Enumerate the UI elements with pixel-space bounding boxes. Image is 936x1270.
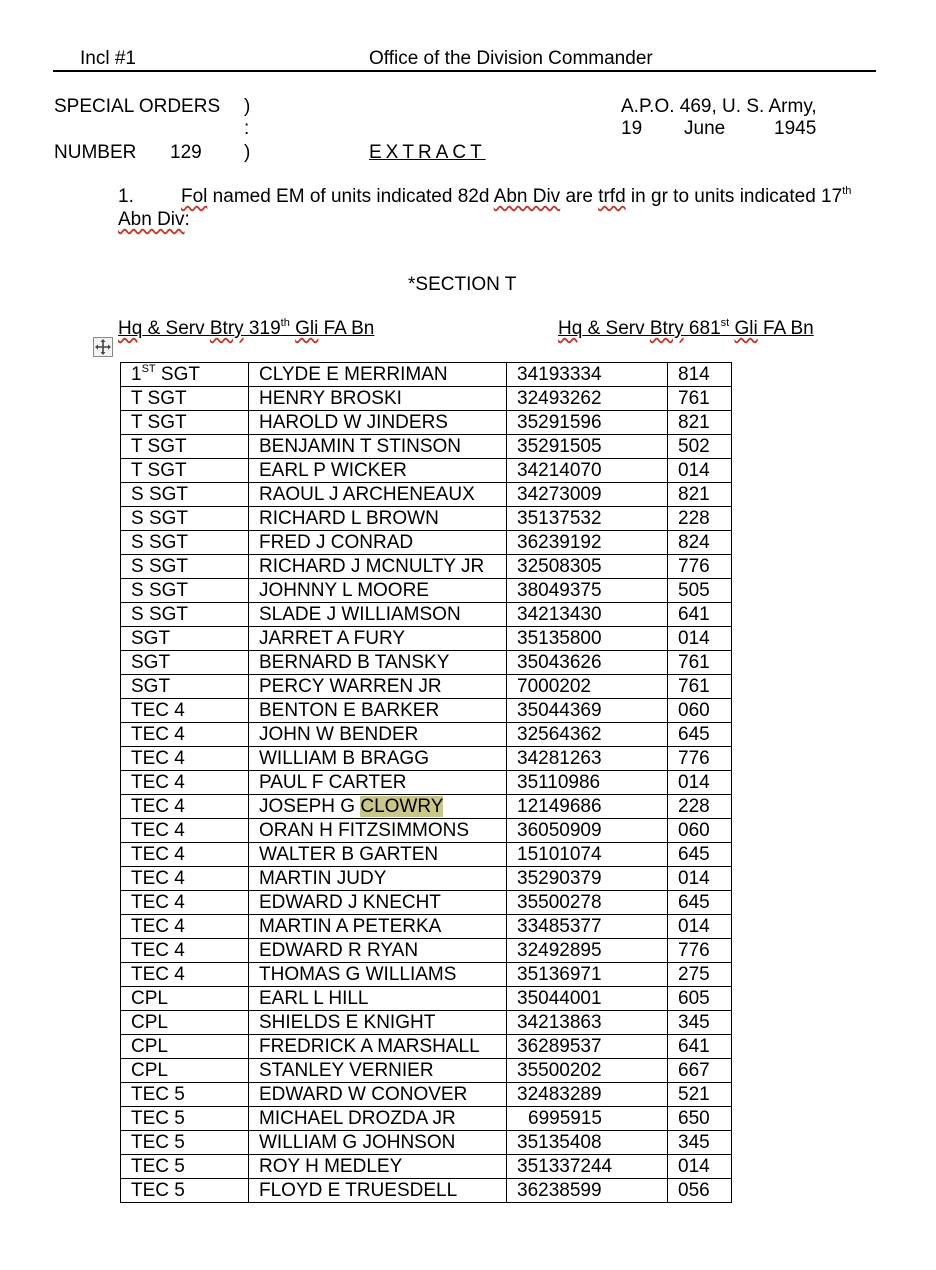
highlighted-surname: CLOWRY xyxy=(360,796,444,817)
paragraph-text-4: : xyxy=(184,209,190,230)
rank-cell: TEC 4 xyxy=(121,699,249,723)
rank-cell: TEC 5 xyxy=(121,1107,249,1131)
serial-number-cell: 36239192 xyxy=(507,531,668,555)
table-row xyxy=(121,363,732,387)
rank-cell: TEC 4 xyxy=(121,939,249,963)
word-btry-left: Btry xyxy=(209,318,244,339)
serial-number-cell: 32564362 xyxy=(507,723,668,747)
name-cell xyxy=(249,1035,507,1059)
table-row xyxy=(121,411,732,435)
word-abn-div-2: Abn Div xyxy=(118,209,185,230)
name-cell xyxy=(249,507,507,531)
table-row xyxy=(121,651,732,675)
code-cell: 345 xyxy=(668,1131,732,1155)
name-text: HAROLD W JINDERS xyxy=(259,412,448,433)
rank-cell: SGT xyxy=(121,627,249,651)
name-text: STANLEY VERNIER xyxy=(259,1060,434,1081)
date-day: 19 xyxy=(621,118,643,139)
header-rule xyxy=(53,70,876,72)
inclosure-label: Incl #1 xyxy=(80,48,136,69)
name-text: ORAN H FITZSIMMONS xyxy=(259,820,470,841)
table-row xyxy=(121,627,732,651)
paragraph-text-2: are xyxy=(560,186,599,207)
name-text: SLADE J WILLIAMSON xyxy=(259,604,461,625)
serial-number-cell: 36050909 xyxy=(507,819,668,843)
bracket-colon: : xyxy=(244,118,250,139)
table-row xyxy=(121,483,732,507)
name-cell xyxy=(249,675,507,699)
serial-number-cell: 34193334 xyxy=(507,363,668,387)
unit-right-number: 681 xyxy=(683,318,721,339)
name-text: EDWARD J KNECHT xyxy=(259,892,441,913)
code-cell: 014 xyxy=(668,459,732,483)
rank-cell: T SGT xyxy=(121,435,249,459)
rank-cell: TEC 4 xyxy=(121,915,249,939)
code-cell: 505 xyxy=(668,579,732,603)
unit-left-number: 319 xyxy=(243,318,281,339)
word-btry-right: Btry xyxy=(649,318,684,339)
name-cell xyxy=(249,1179,507,1203)
name-text: FLOYD E TRUESDELL xyxy=(259,1180,458,1201)
rank-cell: TEC 4 xyxy=(121,963,249,987)
code-cell: 228 xyxy=(668,795,732,819)
unit-left-text-2: FA Bn xyxy=(318,318,375,339)
table-row xyxy=(121,1107,732,1131)
unit-left-sup: th xyxy=(280,317,290,329)
serial-number-cell: 32492895 xyxy=(507,939,668,963)
name-text: SHIELDS E KNIGHT xyxy=(259,1012,436,1033)
code-cell: 645 xyxy=(668,891,732,915)
name-cell xyxy=(249,699,507,723)
code-cell: 345 xyxy=(668,1011,732,1035)
rank-cell: TEC 4 xyxy=(121,795,249,819)
serial-number-cell: 12149686 xyxy=(507,795,668,819)
name-text: JOHNNY L MOORE xyxy=(259,580,429,601)
name-cell xyxy=(249,531,507,555)
unit-from-heading xyxy=(118,318,374,340)
table-row xyxy=(121,1035,732,1059)
code-cell: 060 xyxy=(668,699,732,723)
unit-right-text-2: FA Bn xyxy=(757,318,814,339)
table-row xyxy=(121,1179,732,1203)
name-cell xyxy=(249,603,507,627)
name-cell xyxy=(249,987,507,1011)
name-cell xyxy=(249,363,507,387)
name-cell xyxy=(249,891,507,915)
name-cell xyxy=(249,435,507,459)
serial-number-cell: 35500278 xyxy=(507,891,668,915)
table-row xyxy=(121,915,732,939)
serial-number-cell: 351337244 xyxy=(507,1155,668,1179)
paragraph-line-1 xyxy=(181,186,851,208)
code-cell: 650 xyxy=(668,1107,732,1131)
word-gli-left: Gli xyxy=(295,318,319,339)
name-cell xyxy=(249,963,507,987)
serial-number-cell: 32493262 xyxy=(507,387,668,411)
code-cell: 761 xyxy=(668,651,732,675)
name-text: BERNARD B TANSKY xyxy=(259,652,450,673)
name-text: WILLIAM B BRAGG xyxy=(259,748,429,769)
name-text: JOHN W BENDER xyxy=(259,724,419,745)
serial-number-cell: 33485377 xyxy=(507,915,668,939)
unit-to-heading xyxy=(558,318,814,340)
table-row xyxy=(121,867,732,891)
serial-number-cell: 35043626 xyxy=(507,651,668,675)
code-cell: 056 xyxy=(668,1179,732,1203)
serial-number-cell: 35291596 xyxy=(507,411,668,435)
serial-number-cell: 34273009 xyxy=(507,483,668,507)
section-title: *SECTION T xyxy=(408,274,517,295)
serial-number-cell: 35044001 xyxy=(507,987,668,1011)
code-cell: 502 xyxy=(668,435,732,459)
name-cell xyxy=(249,627,507,651)
name-text: RICHARD L BROWN xyxy=(259,508,439,529)
name-text: EARL L HILL xyxy=(259,988,369,1009)
name-cell xyxy=(249,867,507,891)
code-cell: 014 xyxy=(668,867,732,891)
paragraph-number: 1. xyxy=(118,186,134,207)
code-cell: 014 xyxy=(668,627,732,651)
name-text: MICHAEL DROZDA JR xyxy=(259,1108,456,1129)
table-row xyxy=(121,675,732,699)
table-row xyxy=(121,459,732,483)
serial-number-cell: 36289537 xyxy=(507,1035,668,1059)
name-cell xyxy=(249,843,507,867)
rank-cell xyxy=(121,363,249,387)
unit-right-sup: st xyxy=(720,317,730,329)
move-arrows-icon xyxy=(94,338,112,356)
name-text: EARL P WICKER xyxy=(259,460,407,481)
code-cell: 014 xyxy=(668,771,732,795)
word-hq-right: Hq xyxy=(558,318,583,339)
rank-cell: SGT xyxy=(121,651,249,675)
table-row xyxy=(121,819,732,843)
name-text: ROY H MEDLEY xyxy=(259,1156,403,1177)
word-hq-left: Hq xyxy=(118,318,143,339)
code-cell: 605 xyxy=(668,987,732,1011)
serial-number-cell: 34213863 xyxy=(507,1011,668,1035)
code-cell: 641 xyxy=(668,1035,732,1059)
serial-number-cell: 35044369 xyxy=(507,699,668,723)
name-cell xyxy=(249,939,507,963)
serial-number-cell: 35137532 xyxy=(507,507,668,531)
rank-cell: S SGT xyxy=(121,483,249,507)
name-text: MARTIN JUDY xyxy=(259,868,387,889)
name-text: FREDRICK A MARSHALL xyxy=(259,1036,480,1057)
code-cell: 761 xyxy=(668,387,732,411)
table-row xyxy=(121,1011,732,1035)
serial-number-cell: 35135408 xyxy=(507,1131,668,1155)
bracket-top: ) xyxy=(244,96,251,117)
code-cell: 761 xyxy=(668,675,732,699)
serial-number-cell: 35291505 xyxy=(507,435,668,459)
serial-number-cell: 36238599 xyxy=(507,1179,668,1203)
name-text: RAOUL J ARCHENEAUX xyxy=(259,484,475,505)
rank-cell: TEC 4 xyxy=(121,771,249,795)
table-row xyxy=(121,987,732,1011)
rank-cell: TEC 4 xyxy=(121,747,249,771)
bracket-bottom: ) xyxy=(244,142,251,163)
name-cell xyxy=(249,459,507,483)
rank-cell: CPL xyxy=(121,1011,249,1035)
table-row xyxy=(121,435,732,459)
date-year: 1945 xyxy=(774,118,817,139)
name-text: JOSEPH G xyxy=(259,796,361,817)
table-row xyxy=(121,771,732,795)
table-row xyxy=(121,963,732,987)
rank-cell: S SGT xyxy=(121,603,249,627)
rank-cell: SGT xyxy=(121,675,249,699)
paragraph-line-2 xyxy=(118,209,190,231)
date-month: June xyxy=(684,118,726,139)
office-title: Office of the Division Commander xyxy=(369,48,653,69)
table-row xyxy=(121,795,732,819)
serial-number-cell: 7000202 xyxy=(507,675,668,699)
name-text: CLYDE E MERRIMAN xyxy=(259,364,448,385)
code-cell: 821 xyxy=(668,411,732,435)
rank-cell: S SGT xyxy=(121,531,249,555)
name-cell xyxy=(249,747,507,771)
unit-left-text-1: & Serv xyxy=(142,318,210,339)
code-cell: 014 xyxy=(668,1155,732,1179)
serial-number-cell: 6995915 xyxy=(507,1107,668,1131)
rank-cell: TEC 5 xyxy=(121,1179,249,1203)
word-fol: Fol xyxy=(181,186,208,207)
table-row xyxy=(121,603,732,627)
name-cell xyxy=(249,915,507,939)
roster-table xyxy=(120,362,732,1203)
name-text: PERCY WARREN JR xyxy=(259,676,442,697)
name-text: EDWARD W CONOVER xyxy=(259,1084,468,1105)
code-cell: 824 xyxy=(668,531,732,555)
name-cell xyxy=(249,819,507,843)
serial-number-cell: 15101074 xyxy=(507,843,668,867)
serial-number-cell: 34214070 xyxy=(507,459,668,483)
code-cell: 014 xyxy=(668,915,732,939)
serial-number-cell: 35135800 xyxy=(507,627,668,651)
word-gli-right: Gli xyxy=(734,318,758,339)
code-cell: 821 xyxy=(668,483,732,507)
rank-cell: S SGT xyxy=(121,507,249,531)
name-cell xyxy=(249,555,507,579)
serial-number-cell: 35290379 xyxy=(507,867,668,891)
special-orders-label: SPECIAL ORDERS xyxy=(54,96,221,117)
rank-cell: CPL xyxy=(121,987,249,1011)
code-cell: 776 xyxy=(668,555,732,579)
rank-cell: S SGT xyxy=(121,579,249,603)
name-text: BENJAMIN T STINSON xyxy=(259,436,461,457)
paragraph-text-3: in gr to units indicated 17 xyxy=(625,186,843,207)
name-cell xyxy=(249,1131,507,1155)
rank-cell: T SGT xyxy=(121,387,249,411)
apo-address: A.P.O. 469, U. S. Army, xyxy=(621,96,817,117)
rank-cell: T SGT xyxy=(121,411,249,435)
table-move-handle-icon[interactable] xyxy=(93,337,113,357)
paragraph-text-1: named EM of units indicated 82d xyxy=(207,186,494,207)
order-number: 129 xyxy=(170,142,202,163)
rank-cell: TEC 4 xyxy=(121,843,249,867)
name-text: EDWARD R RYAN xyxy=(259,940,419,961)
table-row xyxy=(121,507,732,531)
superscript-th: th xyxy=(842,185,852,197)
table-row xyxy=(121,555,732,579)
table-row xyxy=(121,747,732,771)
table-row xyxy=(121,1131,732,1155)
code-cell: 228 xyxy=(668,507,732,531)
name-cell xyxy=(249,1059,507,1083)
word-trfd: trfd xyxy=(598,186,626,207)
rank-cell: T SGT xyxy=(121,459,249,483)
name-text: WILLIAM G JOHNSON xyxy=(259,1132,456,1153)
code-cell: 521 xyxy=(668,1083,732,1107)
unit-right-text-1: & Serv xyxy=(582,318,650,339)
extract-heading: EXTRACT xyxy=(369,142,486,163)
serial-number-cell: 35500202 xyxy=(507,1059,668,1083)
rank-cell: CPL xyxy=(121,1059,249,1083)
rank-text-visible: 1ST SGT xyxy=(131,363,200,385)
code-cell: 776 xyxy=(668,939,732,963)
serial-number-cell: 34213430 xyxy=(507,603,668,627)
code-cell: 060 xyxy=(668,819,732,843)
rank-cell: S SGT xyxy=(121,555,249,579)
serial-number-cell: 35136971 xyxy=(507,963,668,987)
table-row xyxy=(121,1059,732,1083)
table-row xyxy=(121,699,732,723)
table-row xyxy=(121,579,732,603)
table-row xyxy=(121,1155,732,1179)
name-text: HENRY BROSKI xyxy=(259,388,402,409)
rank-cell: TEC 5 xyxy=(121,1083,249,1107)
code-cell: 667 xyxy=(668,1059,732,1083)
name-text: WALTER B GARTEN xyxy=(259,844,439,865)
name-cell xyxy=(249,771,507,795)
code-cell: 275 xyxy=(668,963,732,987)
name-text: MARTIN A PETERKA xyxy=(259,916,442,937)
rank-cell: TEC 5 xyxy=(121,1131,249,1155)
name-cell xyxy=(249,795,507,819)
rank-cell: TEC 4 xyxy=(121,867,249,891)
code-cell: 645 xyxy=(668,843,732,867)
name-cell xyxy=(249,387,507,411)
code-cell: 814 xyxy=(668,363,732,387)
code-cell: 641 xyxy=(668,603,732,627)
table-row xyxy=(121,723,732,747)
name-text: BENTON E BARKER xyxy=(259,700,440,721)
name-cell xyxy=(249,1083,507,1107)
name-cell xyxy=(249,651,507,675)
code-cell: 776 xyxy=(668,747,732,771)
name-cell xyxy=(249,579,507,603)
name-text: FRED J CONRAD xyxy=(259,532,414,553)
name-text: RICHARD J MCNULTY JR xyxy=(259,556,485,577)
rank-cell: CPL xyxy=(121,1035,249,1059)
roster-body xyxy=(121,363,732,1203)
rank-cell: TEC 4 xyxy=(121,723,249,747)
serial-number-cell: 32508305 xyxy=(507,555,668,579)
table-row xyxy=(121,531,732,555)
table-row xyxy=(121,387,732,411)
table-row xyxy=(121,939,732,963)
name-cell xyxy=(249,483,507,507)
name-text: PAUL F CARTER xyxy=(259,772,407,793)
rank-cell: TEC 4 xyxy=(121,819,249,843)
name-text: THOMAS G WILLIAMS xyxy=(259,964,457,985)
name-text: JARRET A FURY xyxy=(259,628,406,649)
number-label: NUMBER xyxy=(54,142,137,163)
code-cell: 645 xyxy=(668,723,732,747)
rank-cell: TEC 4 xyxy=(121,891,249,915)
serial-number-cell: 35110986 xyxy=(507,771,668,795)
rank-cell: TEC 5 xyxy=(121,1155,249,1179)
word-abn-div-1: Abn Div xyxy=(493,186,561,207)
serial-number-cell: 38049375 xyxy=(507,579,668,603)
table-row xyxy=(121,891,732,915)
table-row xyxy=(121,1083,732,1107)
serial-number-cell: 34281263 xyxy=(507,747,668,771)
name-cell xyxy=(249,1011,507,1035)
name-cell xyxy=(249,723,507,747)
table-row xyxy=(121,843,732,867)
name-cell xyxy=(249,411,507,435)
name-cell xyxy=(249,1155,507,1179)
name-cell xyxy=(249,1107,507,1131)
serial-number-cell: 32483289 xyxy=(507,1083,668,1107)
